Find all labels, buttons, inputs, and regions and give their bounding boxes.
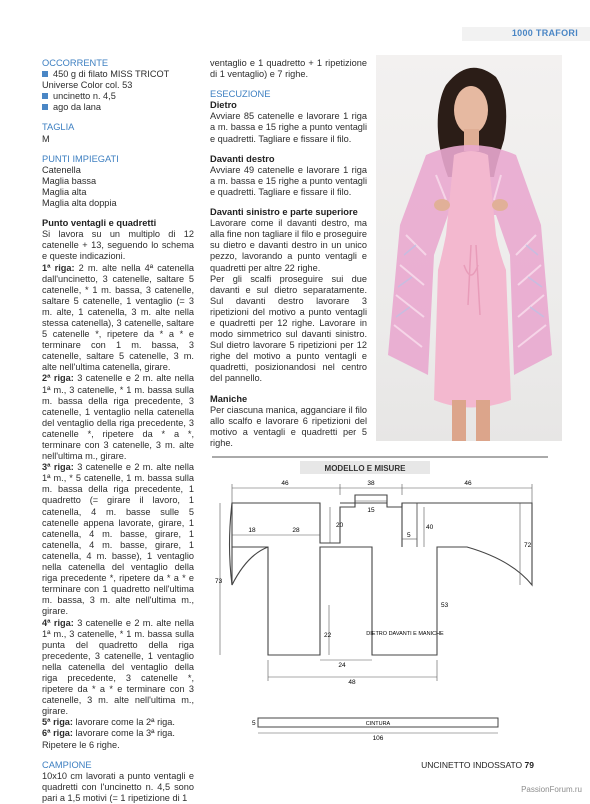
campione-text: 10x10 cm lavorati a punto ventagli e quadretti con l'uncinetto n. 4,5 sono pari a 1,5 motivi (= 1 ripetizione di 1 [42,770,194,803]
repeat-note: Ripetere le 6 righe. [42,739,120,750]
page-footer [421,760,534,770]
row-4: 4ª riga: 3 catenelle e 2 m. alte nella 1ª m., 3 catenelle, * 1 m. bassa sulla punta del quadretto della riga precedente, 3 catenelle, 1 ventaglio nella catenella del ventaglio della riga precedente, 3 catenelle *, ripetere da * a * e terminare con 3 catenelle, 3 m. alte nell'ultima m., girare. [42,617,194,717]
punti-heading: PUNTI IMPIEGATI [42,153,119,164]
punti-item: Maglia alta [42,186,87,197]
davanti-sinistro-text-2: Per gli scalfi proseguire sui due davanti e sul dietro separatamente. Sul davanti destro lavorare 3 ripetizioni del motivo a punto ventagli e quadretti per 12 righe. Lavorare in modo simmetrico sul davanti sinistro. Sul dietro lavorare 5 ripetizioni per 12 righe del motivo a punto ventagli e quadretti, posizionandosi nel centro del pannello. [210,273,367,384]
measure-22: 22 [324,632,332,639]
campione-heading: CAMPIONE [42,759,92,770]
list-item: ago da lana [42,102,194,113]
page-number: 79 [524,760,534,770]
measure-106: 106 [372,735,384,742]
row-6: 6ª riga: lavorare come la 3ª riga. [42,728,175,739]
list-item: uncinetto n. 4,5 [42,91,194,102]
section-tag [462,0,590,45]
row-1: 1ª riga: 2 m. alte nella 4ª catenella dall'uncinetto, 3 catenelle, saltare 5 catenelle, * 1 m. bassa, 3 catenelle, saltare 5 catenelle, 1 ventaglio (= 3 m. alte, 1 catenella, 3 m. alte nella stessa catenella), 3 catenelle, saltare 5 catenelle *, ripetere da * a * e terminare con 1 m. bassa, 3 catenelle, saltare 5 catenelle, 3 m. alte nell'ultima catenella, girare. [42,262,194,373]
section-tag-label: 1000 TRAFORI [511,28,578,38]
davanti-sinistro-heading: Davanti sinistro e parte superiore [210,207,358,218]
measure-53: 53 [441,602,449,609]
measure-40: 40 [426,524,434,531]
row-5: 5ª riga: lavorare come la 2ª riga. [42,717,175,728]
footer-label: UNCINETTO INDOSSATO [421,760,523,770]
diagram-svg [212,455,548,745]
esecuzione-heading: ESECUZIONE [210,89,271,100]
measure-46-right: 46 [464,480,472,487]
davanti-destro-heading: Davanti destro [210,153,275,164]
measure-73: 73 [215,578,223,585]
bullet-icon [42,104,48,110]
watermark: PassionForum.ru [521,785,582,794]
punto-intro: Si lavora su un multiplo di 12 catenelle + 13, seguendo lo schema e queste indicazioni. [42,229,194,262]
middle-column [210,58,367,449]
row-2: 2ª riga: 3 catenelle e 2 m. alte nella 1ª m., 3 catenelle, * 1 m. bassa sulla m. bassa della riga precedente, 3 catenelle, 1 ventaglio nella catenella del ventaglio della riga precedente, 3 catenelle *, ripetere da * a *, terminare con 3 catenelle, 3 m. alte nell'ultima m., girare. [42,373,194,462]
punti-item: Maglia alta doppia [42,198,117,209]
measure-5: 5 [407,532,411,539]
diagram-title: MODELLO E MISURE [324,464,406,473]
campione-continuation: ventaglio e 1 quadretto + 1 ripetizione di 1 ventaglio) e 7 righe. [210,58,367,80]
davanti-sinistro-text: Lavorare come il davanti destro, ma alla fine non tagliare il filo e proseguire su dietro e davanti destro in un unico pezzo, lavorando a punto ventagli e quadretti per altre 22 righe. [210,218,367,273]
taglia-value: M [42,133,50,144]
measure-72: 72 [524,542,532,549]
punti-item: Catenella [42,164,81,175]
measure-24: 24 [338,662,346,669]
measure-48: 48 [348,679,356,686]
measure-28: 28 [292,527,300,534]
model-photo-illustration [376,55,562,441]
bullet-icon [42,71,48,77]
occorrente-list [42,69,194,113]
maniche-heading: Maniche [210,393,248,404]
pattern-diagram [212,455,548,745]
measure-46-left: 46 [281,480,289,487]
davanti-destro-text: Avviare 49 catenelle e lavorare 1 riga a m. bassa e 15 righe a punto ventagli e quadretti. Tagliare e fissare il filo. [210,164,367,197]
maniche-text: Per ciascuna manica, agganciare il filo allo scalfo e lavorare 6 ripetizioni del motivo a ventagli e quadretti per 5 righe. [210,404,367,448]
left-sleeve-curve [232,547,268,585]
body-label: DIETRO DAVANTI E MANICHE [366,631,444,637]
measure-18: 18 [248,527,256,534]
list-item: 450 g di filato MISS TRICOT Universe Color col. 53 [42,69,170,91]
punto-heading: Punto ventagli e quadretti [42,218,157,229]
measure-belt-5: 5 [252,720,256,727]
dietro-heading: Dietro [210,100,237,111]
occorrente-heading: OCCORRENTE [42,58,109,68]
measure-38: 38 [367,480,375,487]
bullet-icon [42,93,48,99]
belt-label: CINTURA [365,721,391,727]
row-3: 3ª riga: 3 catenelle e 2 m. alte nella 1ª m., * 5 catenelle, 1 m. bassa sulla m. bassa della riga precedente, 1 quadretto (= girare il lavoro, 1 catenella, 4 m. basse sulle 5 catenelle appena lavorate, girare, 1 catenella, 4 m. basse, girare, 1 catenella, 4 m. basse, girare, 1 catenella, 4 m. basse), 1 ventaglio nella catenella del ventaglio della riga precedente *, ripetere da * a * e terminare con 1 quadretto nell'ultima m. bassa, 3 m. alte nell'ultima m., girare. [42,462,194,617]
measure-20: 20 [336,522,344,529]
dietro-text: Avviare 85 catenelle e lavorare 1 riga a m. bassa e 15 righe a punto ventagli e quadretti. Tagliare e fissare il filo. [210,111,367,144]
taglia-heading: TAGLIA [42,122,75,133]
measure-15: 15 [367,507,375,514]
left-column [42,58,194,804]
punti-item: Maglia bassa [42,175,97,186]
model-photo [376,55,562,441]
